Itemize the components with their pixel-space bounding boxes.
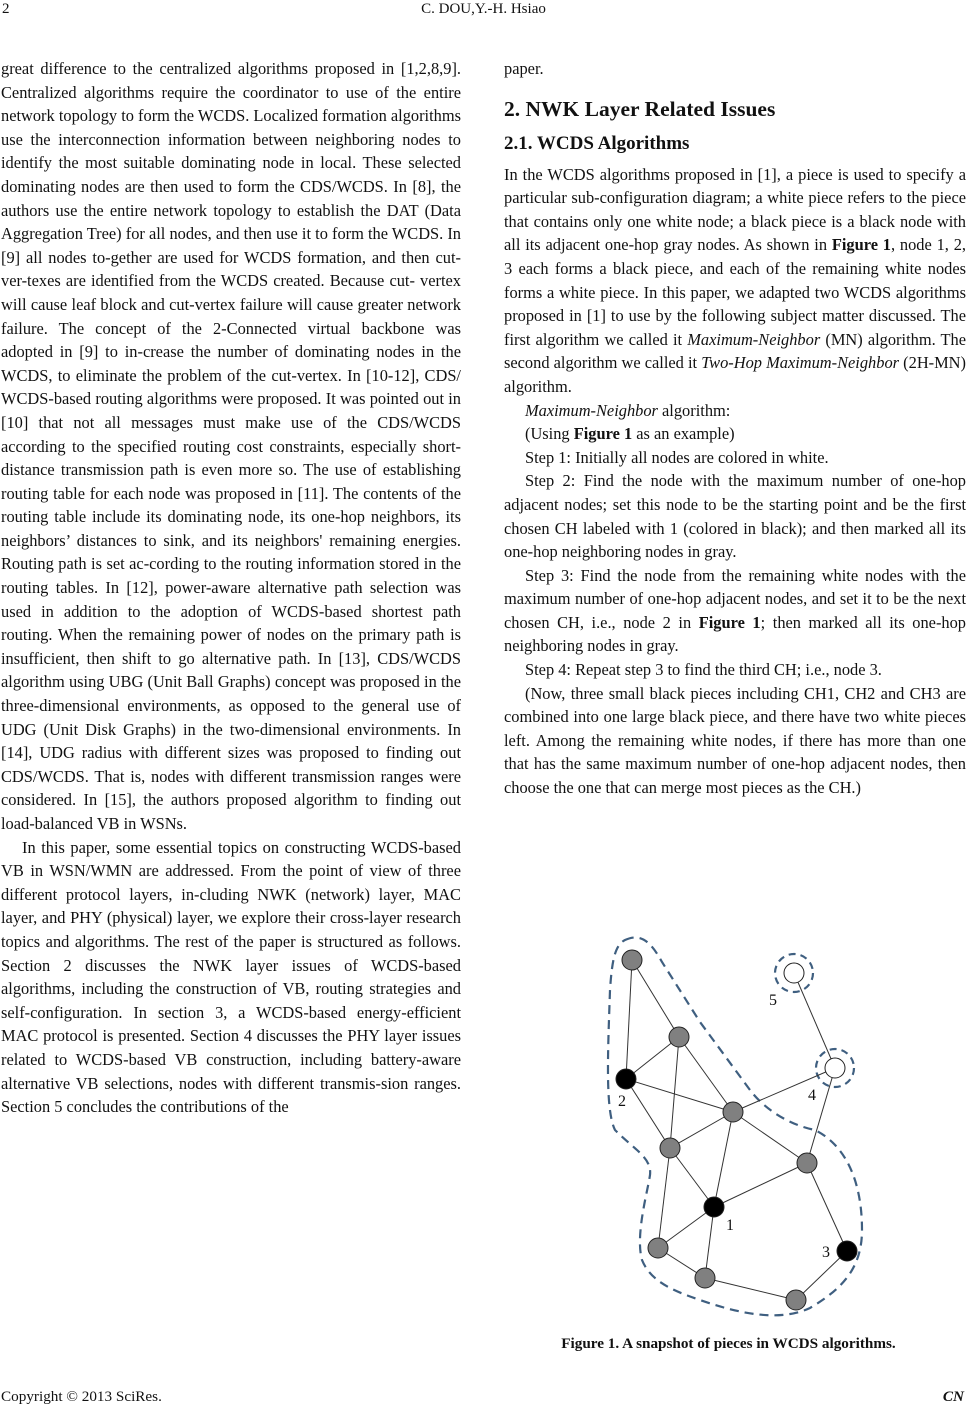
- text-run: ; then marked all its one-hop neighboring nodes in gray.: [504, 612, 966, 656]
- text-run: , node 1, 2, 3 each forms a black piece, and each of the remaining white nodes forms a white piece. In this paper, we adapted two WCDS algorithms proposed in [1] to use by the following subject matter discussed. The first algorithm we called it: [504, 235, 966, 349]
- algorithm-name: Maximum-Neighbor: [687, 329, 821, 349]
- gray-node: [695, 1268, 715, 1288]
- body-paragraph: In this paper, some essential topics on constructing WCDS-based VB in WSN/WMN are addressed. From the point of view of three different protocol layers, in-cluding NWK (network) layer, MAC layer, and PHY (physical) layer, we explore their cross-layer research topics and algorithms. The rest of the paper is structured as follows. Section 2 discusses the NWK layer issues of WCDS-based algorithms, including the construction of VB, routing strategies and self-configuration. In section 3, a WCDS-based energy-efficient MAC protocol is presented. Section 4 discusses the PHY layer issues related to WCDS-based VB construction, including battery-aware alternative VB selections, nodes with different transmis-sion ranges. Section 5 concludes the contributions of the: [1, 837, 461, 1117]
- figure-reference-link: Figure 1: [831, 235, 891, 255]
- algorithm-name: Two-Hop Maximum-Neighbor: [701, 353, 900, 373]
- step-note: (Now, three small black pieces including CH1, CH2 and CH3 are combined into one large black piece, and there have two white pieces left. Among the remaining white nodes, if there has more than one that has the same maximum number of one-hop adjacent nodes, then choose the one that can merge most pieces as the CH.): [504, 683, 966, 798]
- copyright-notice: Copyright © 2013 SciRes.: [1, 1388, 162, 1405]
- figure-1-network-diagram: [590, 930, 890, 1320]
- gray-node: [723, 1102, 743, 1122]
- algorithm-title: [504, 399, 966, 423]
- text-run: (MN) algorithm. The second algorithm we called it: [504, 329, 967, 373]
- gray-node: [797, 1153, 817, 1173]
- text-run: as an example): [632, 424, 735, 444]
- black-node-2: [616, 1069, 636, 1089]
- node-label-2: 2: [618, 1093, 626, 1110]
- example-note: [504, 422, 966, 446]
- body-paragraph: great difference to the centralized algorithms proposed in [1,2,8,9]. Centralized algorithms require the coordinator to use of the entire network topology to form the WCDS. Localized formation algorithms use the interconnection information between neighboring nodes to identify the most suitable dominating node in local. These selected dominating nodes are then used to form the CDS/WCDS. In [8], the authors use the entire network topology to establish the DAT (Data Aggregation Tree) for all nodes, and then use it to form the WCDS. In [9] all nodes to-gether are used for WCDS formation, and then cut-ver-texes are identified from the WCDS created. Because cut- vertex will cause leaf block and cut-vertex failure will cause greater network failure. The concept of the 2-Connected virtual backbone was adopted in [9] to in-crease the number of dominating nodes in the WCDS, to eliminate the problem of the cut-vertex. In [10-12], CDS/ WCDS-based routing algorithms were proposed. It was pointed out in [10] that not all messages must make use of the CDS/WCDS according to the specified routing cost constraints, especially short-distance transmission path is even more so. The use of establishing routing table for each node was proposed in [11]. The contents of the routing table include its dominating node, its one-hop neighbors, its neighbors’ distances to sink, and its neighbors' remaining energies. Routing path is set ac-cording to the routing information stored in the routing tables. In [12], power-aware alternative path selection was used in addition to the adoption of WCDS-based shortest path routing. When the remaining power of nodes on the primary path is insufficient, then shift to go alternative path. In [13], CDS/WCDS algorithm using UBG (Unit Ball Graphs) concept was proposed in the three-dimensional environments, as opposed to the general use of UDG (Unit Disk Graphs) in the two-dimensional environments. In [14], UDG radius with different sizes was proposed to finding out CDS/WCDS. That is, nodes with different transmission ranges were considered. In [15], the authors proposed algorithm to finding out load-balanced VB in WSNs.: [1, 59, 461, 833]
- page-header: [0, 0, 967, 24]
- right-column: [504, 57, 966, 800]
- white-node-4: [825, 1058, 845, 1078]
- figure-caption: Figure 1. A snapshot of pieces in WCDS algorithms.: [561, 1335, 896, 1352]
- black-node-1: [704, 1197, 724, 1217]
- gray-node: [660, 1138, 680, 1158]
- running-head-authors: C. DOU,Y.-H. Hsiao: [421, 1, 546, 17]
- step-3: [504, 564, 966, 658]
- figure-reference-link: Figure 1: [698, 612, 761, 632]
- journal-abbreviation: CN: [942, 1388, 964, 1405]
- left-column: [1, 57, 461, 1119]
- gray-node: [786, 1290, 806, 1310]
- node-label-4: 4: [808, 1087, 816, 1104]
- text-run: In the WCDS algorithms proposed in [1], a piece is used to specify a particular sub-configuration diagram; a white piece refers to the piece that contains only one white node; a black piece is a black node with all its adjacent one-hop gray nodes. As shown in: [504, 164, 966, 255]
- text-run: (2H-MN) algorithm.: [504, 353, 966, 396]
- subsection-title: 2.1. WCDS Algorithms: [504, 132, 690, 154]
- figure-reference-link: Figure 1: [573, 424, 633, 444]
- node-label-5: 5: [769, 992, 777, 1009]
- gray-node: [669, 1027, 689, 1047]
- white-node-5: [784, 963, 804, 983]
- gray-node: [648, 1238, 668, 1258]
- algorithm-name: Maximum-Neighbor: [525, 400, 658, 420]
- step-4: Step 4: Repeat step 3 to find the third CH; i.e., node 3.: [525, 660, 882, 680]
- node-label-3: 3: [822, 1244, 830, 1261]
- text-run: (Using: [525, 424, 574, 444]
- body-paragraph-continuation: paper.: [504, 59, 544, 78]
- step-1: Step 1: Initially all nodes are colored in white.: [525, 447, 829, 467]
- intro-paragraph: [504, 163, 966, 399]
- page-number: 2: [2, 1, 10, 17]
- black-node-3: [837, 1241, 857, 1261]
- gray-node: [622, 950, 642, 970]
- text-run: algorithm:: [657, 400, 731, 420]
- step-2: Step 2: Find the node with the maximum number of one-hop adjacent nodes; set this node to be the starting point and be the first chosen CH labeled with 1 (colored in black); and then marked all its one-hop neighboring nodes in gray.: [504, 471, 966, 562]
- node-label-1: 1: [726, 1217, 734, 1234]
- text-run: Step 3: Find the node from the remaining white nodes with the maximum number of one-hop adjacent nodes, and set it to be the next chosen CH, i.e., node 2 in: [504, 565, 966, 632]
- section-title: 2. NWK Layer Related Issues: [504, 96, 776, 121]
